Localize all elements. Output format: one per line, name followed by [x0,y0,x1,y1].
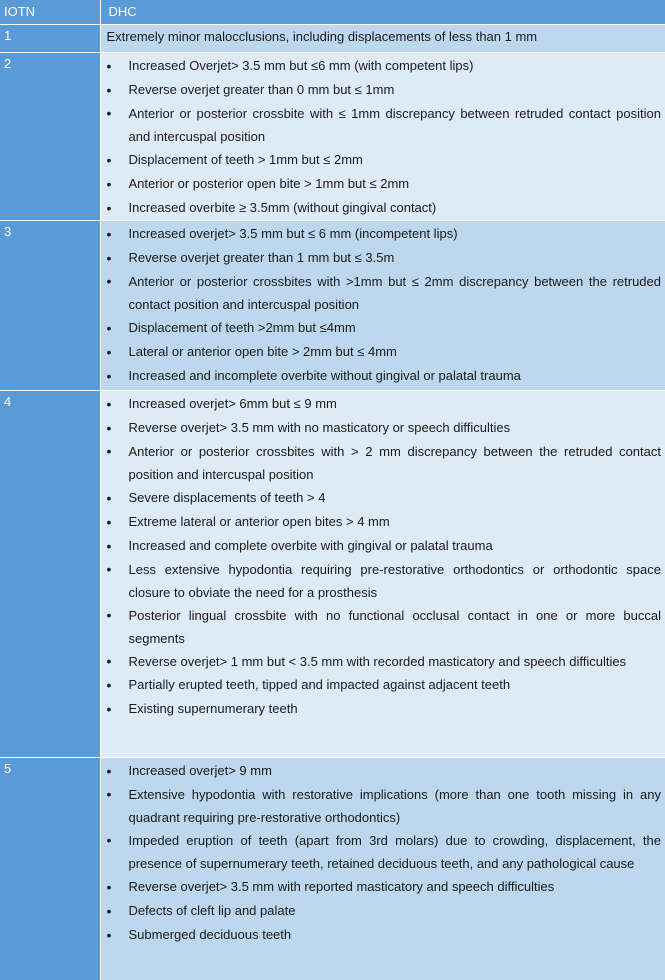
criteria-list [101,391,665,721]
list-item: • Anterior or posterior crossbite with ≤ 1mm discrepancy between retruded contact position and intercuspal position [101,102,665,148]
criteria-list [101,758,665,947]
header-dhc: DHC [100,0,665,24]
grade-cell: 2 [0,52,100,220]
grade-cell: 5 [0,757,100,980]
table-row [0,24,665,52]
table-row [0,220,665,390]
list-item: • Posterior lingual crossbite with no functional occlusal contact in one or more buccal segments [101,604,665,650]
list-item: • Defects of cleft lip and palate [101,899,665,923]
table-row [0,757,665,980]
table-row [0,390,665,757]
grade-cell: 4 [0,390,100,757]
list-item: • Increased overjet> 6mm but ≤ 9 mm [101,392,665,416]
list-item: • Anterior or posterior crossbites with >1mm but ≤ 2mm discrepancy between the retruded contact position and intercuspal position [101,270,665,316]
list-item: • Increased overjet> 9 mm [101,759,665,783]
list-item: • Existing supernumerary teeth [101,697,665,721]
list-item: • Submerged deciduous teeth [101,923,665,947]
list-item: • Partially erupted teeth, tipped and impacted against adjacent teeth [101,673,665,697]
list-item: • Increased and complete overbite with gingival or palatal trauma [101,534,665,558]
list-item: • Reverse overjet> 3.5 mm with no masticatory or speech difficulties [101,416,665,440]
criteria-text: Extremely minor malocclusions, including displacements of less than 1 mm [101,25,665,49]
list-item: • Reverse overjet> 1 mm but < 3.5 mm with recorded masticatory and speech difficulties [101,650,665,673]
list-item: • Severe displacements of teeth > 4 [101,486,665,510]
list-item: • Extreme lateral or anterior open bites > 4 mm [101,510,665,534]
list-item: • Anterior or posterior crossbites with > 2 mm discrepancy between the retruded contact position and intercuspal position [101,440,665,486]
list-item: • Less extensive hypodontia requiring pre-restorative orthodontics or orthodontic space closure to obviate the need for a prosthesis [101,558,665,604]
list-item: • Increased Overjet> 3.5 mm but ≤6 mm (with competent lips) [101,54,665,78]
list-item: • Lateral or anterior open bite > 2mm but ≤ 4mm [101,340,665,364]
list-item: • Reverse overjet greater than 0 mm but ≤ 1mm [101,78,665,102]
criteria-list [101,221,665,388]
list-item: • Impeded eruption of teeth (apart from 3rd molars) due to crowding, displacement, the presence of supernumerary teeth, retained deciduous teeth, and any pathological cause [101,829,665,875]
list-item: • Reverse overjet greater than 1 mm but ≤ 3.5m [101,246,665,270]
list-item: • Reverse overjet> 3.5 mm with reported masticatory and speech difficulties [101,875,665,899]
list-item: • Displacement of teeth >2mm but ≤4mm [101,316,665,340]
list-item: • Increased overbite ≥ 3.5mm (without gingival contact) [101,196,665,220]
list-item: • Displacement of teeth > 1mm but ≤ 2mm [101,148,665,172]
grade-cell: 3 [0,220,100,390]
list-item: • Extensive hypodontia with restorative implications (more than one tooth missing in any quadrant requiring pre-restorative orthodontics) [101,783,665,829]
grade-cell: 1 [0,24,100,52]
list-item: • Anterior or posterior open bite > 1mm but ≤ 2mm [101,172,665,196]
header-iotn: IOTN [0,0,100,24]
list-item: • Increased and incomplete overbite without gingival or palatal trauma [101,364,665,388]
table-row [0,52,665,220]
header-row [0,0,665,24]
criteria-list [101,53,665,220]
list-item: • Increased overjet> 3.5 mm but ≤ 6 mm (incompetent lips) [101,222,665,246]
